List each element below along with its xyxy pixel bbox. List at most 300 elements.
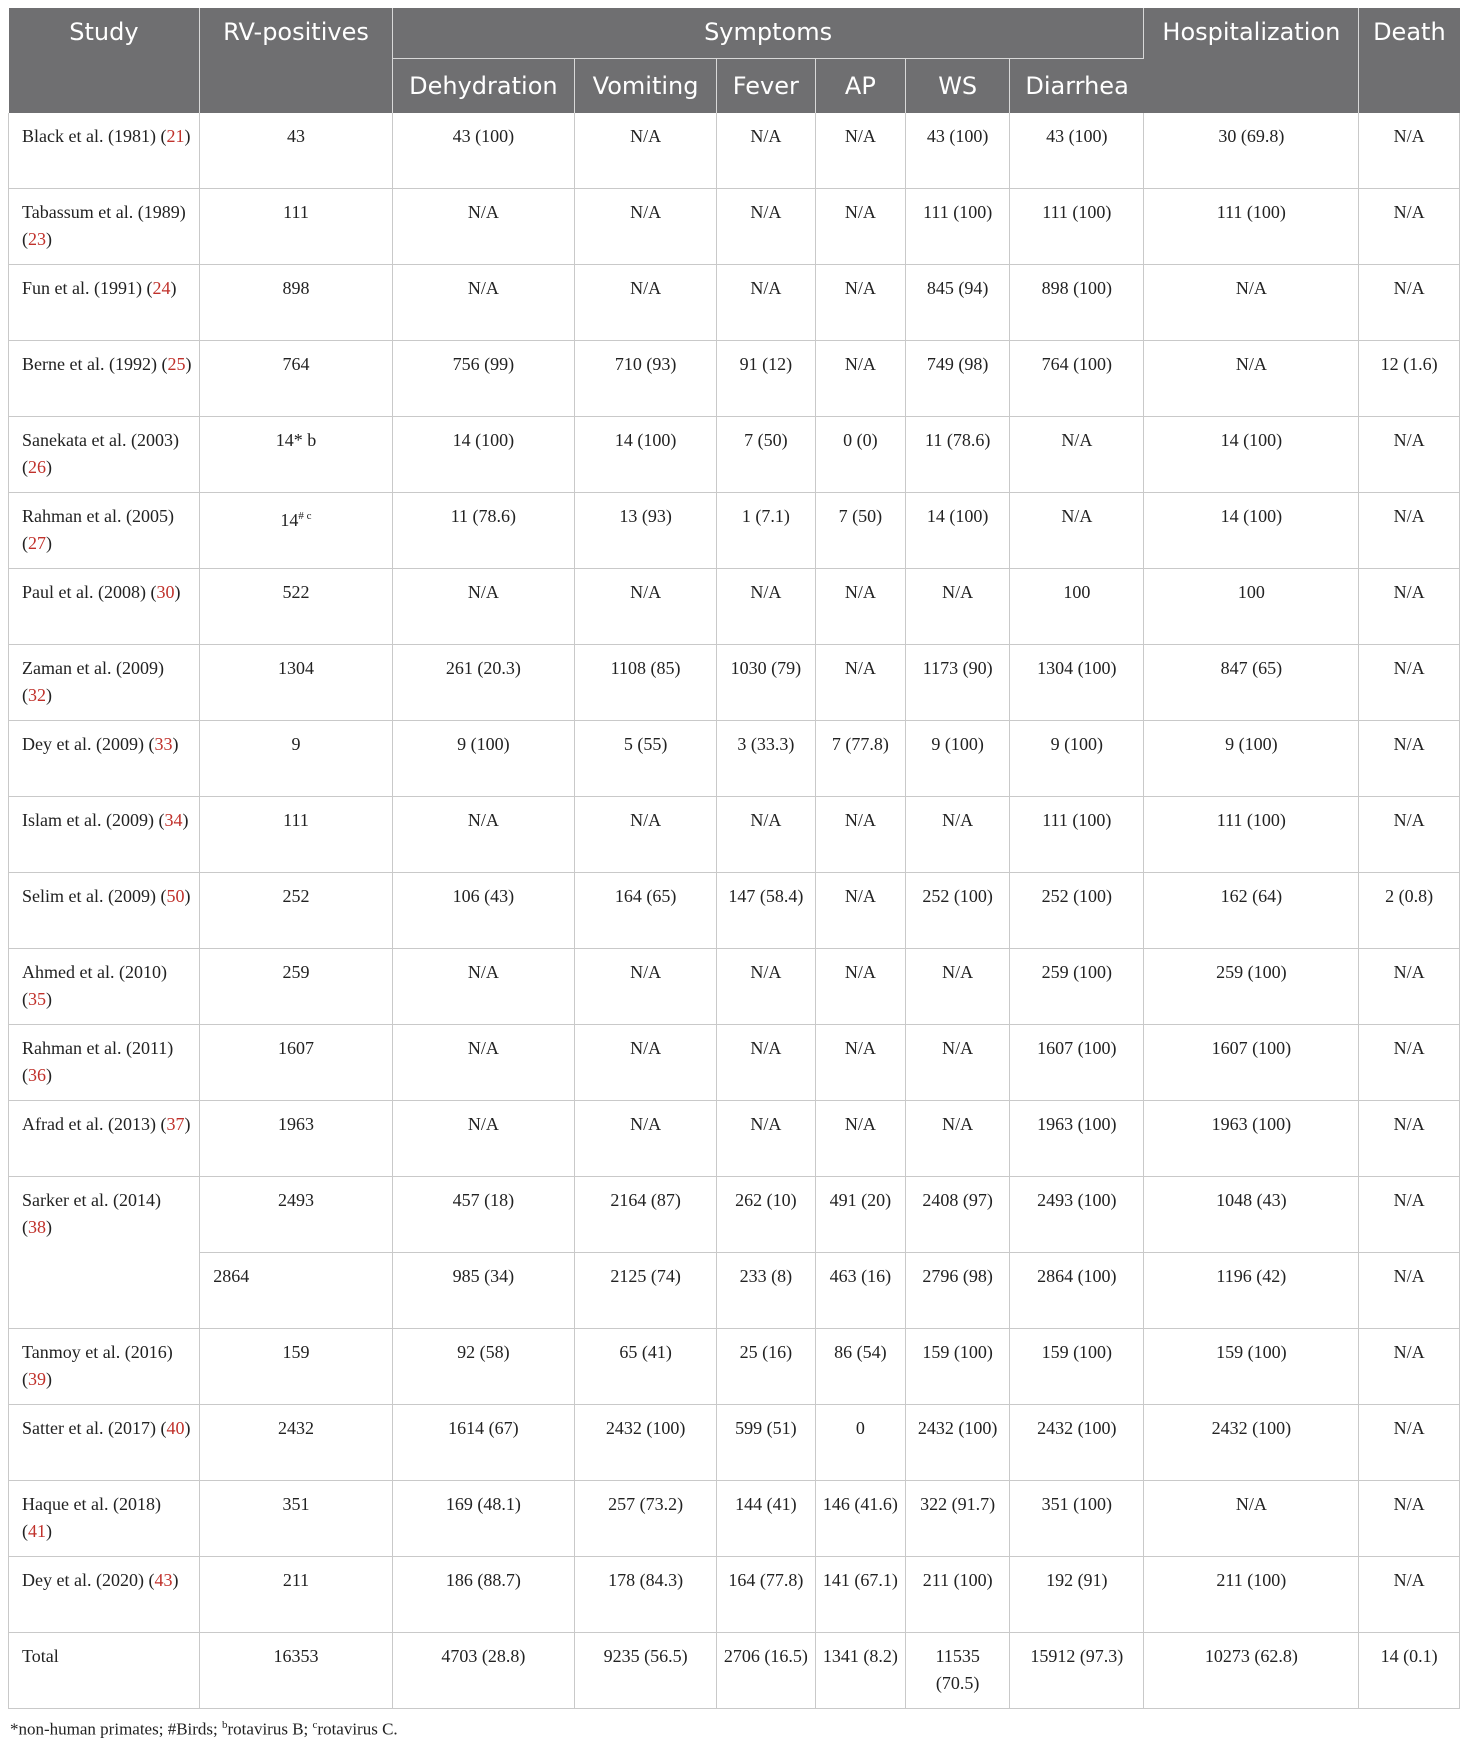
ws-cell-value: 2796 (98)	[922, 1266, 993, 1286]
vomiting-cell	[575, 1177, 717, 1253]
header-ap: AP	[815, 58, 906, 113]
hospitalization-cell-value: N/A	[1235, 1494, 1267, 1514]
diarrhea-cell	[1010, 569, 1144, 645]
ws-cell-value: 14 (100)	[926, 506, 989, 526]
diarrhea-cell	[1010, 949, 1144, 1025]
reference-link[interactable]: 26	[28, 457, 46, 477]
diarrhea-cell	[1010, 1253, 1144, 1329]
fever-cell-value: 91 (12)	[739, 354, 793, 374]
fever-cell	[717, 1633, 815, 1709]
hospitalization-cell	[1144, 1025, 1359, 1101]
reference-link[interactable]: 37	[166, 1114, 185, 1134]
dehydration-cell-value: N/A	[467, 962, 499, 982]
table-row	[9, 417, 1460, 493]
ws-cell-value: N/A	[942, 1114, 974, 1134]
death-cell-value: N/A	[1393, 1342, 1425, 1362]
ws-cell-value: 322 (91.7)	[920, 1494, 996, 1514]
vomiting-cell-value: 164 (65)	[614, 886, 677, 906]
hospitalization-cell-value: 9 (100)	[1225, 734, 1278, 754]
study-cell: Fun et al. (1991) (24)	[9, 265, 200, 341]
ws-cell	[906, 189, 1010, 265]
study-name: Zaman et al. (2009)	[22, 658, 164, 678]
dehydration-cell	[392, 721, 574, 797]
fever-cell	[717, 569, 815, 645]
vomiting-cell	[575, 265, 717, 341]
hospitalization-cell-value: 2432 (100)	[1211, 1418, 1292, 1438]
death-cell-value: N/A	[1393, 202, 1425, 222]
fever-cell-value: 2706 (16.5)	[723, 1646, 808, 1666]
vomiting-cell	[575, 113, 717, 189]
rotavirus-symptoms-table	[8, 8, 1460, 1709]
dehydration-cell-value: 457 (18)	[452, 1190, 515, 1210]
vomiting-cell-value: 2432 (100)	[605, 1418, 686, 1438]
fever-cell-value: N/A	[750, 202, 782, 222]
dehydration-cell	[392, 1329, 574, 1405]
rv-positives-cell-value: 252	[282, 886, 310, 906]
death-cell	[1359, 873, 1460, 949]
reference-link[interactable]: 21	[166, 125, 185, 146]
ap-cell	[815, 1481, 906, 1557]
ws-cell	[906, 1253, 1010, 1329]
vomiting-cell	[575, 569, 717, 645]
ap-cell-value: N/A	[844, 962, 876, 982]
vomiting-cell	[575, 949, 717, 1025]
fever-cell	[717, 1405, 815, 1481]
rv-positives-cell-value: 14	[280, 510, 299, 530]
hospitalization-cell	[1144, 1405, 1359, 1481]
vomiting-cell-value: 5 (55)	[623, 734, 668, 754]
fever-cell	[717, 113, 815, 189]
rv-positives-cell	[200, 189, 392, 265]
table-body	[9, 113, 1460, 1709]
ws-cell	[906, 949, 1010, 1025]
ap-cell-value: 491 (20)	[829, 1190, 892, 1210]
dehydration-cell	[392, 189, 574, 265]
diarrhea-cell-value: 43 (100)	[1046, 125, 1108, 146]
reference-link[interactable]: 43	[154, 1570, 173, 1590]
table-row	[9, 1101, 1460, 1177]
study-cell: Dey et al. (2009) (33)	[9, 721, 200, 797]
fever-cell	[717, 721, 815, 797]
vomiting-cell-value: N/A	[630, 125, 662, 146]
ws-cell-value: 111 (100)	[923, 202, 993, 222]
vomiting-cell	[575, 1557, 717, 1633]
dehydration-cell	[392, 493, 574, 569]
hospitalization-cell-value: 10273 (62.8)	[1204, 1646, 1298, 1666]
ws-cell	[906, 1557, 1010, 1633]
ap-cell	[815, 721, 906, 797]
death-cell	[1359, 1025, 1460, 1101]
header-vomiting: Vomiting	[575, 58, 717, 113]
vomiting-cell	[575, 645, 717, 721]
ws-cell	[906, 1633, 1010, 1709]
study-cell: Paul et al. (2008) (30)	[9, 569, 200, 645]
table-row	[9, 113, 1460, 189]
table-row	[9, 265, 1460, 341]
dehydration-cell	[392, 265, 574, 341]
rv-positives-cell-value: 111	[283, 202, 309, 222]
diarrhea-cell-value: 351 (100)	[1041, 1494, 1113, 1514]
hospitalization-cell	[1144, 1329, 1359, 1405]
dehydration-cell	[392, 569, 574, 645]
study-cell: Zaman et al. (2009) (32)	[9, 645, 200, 721]
ap-cell-value: 146 (41.6)	[822, 1494, 898, 1514]
diarrhea-cell	[1010, 113, 1144, 189]
ws-cell	[906, 1329, 1010, 1405]
diarrhea-cell-value: 898 (100)	[1041, 278, 1113, 298]
vomiting-cell	[575, 189, 717, 265]
ap-cell-value: N/A	[844, 810, 876, 830]
dehydration-cell-value: 261 (20.3)	[445, 658, 521, 678]
reference-link[interactable]: 24	[152, 278, 171, 298]
rv-positives-cell	[200, 265, 392, 341]
hospitalization-cell	[1144, 1177, 1359, 1253]
dehydration-cell	[392, 1025, 574, 1101]
hospitalization-cell	[1144, 721, 1359, 797]
ap-cell	[815, 265, 906, 341]
diarrhea-cell-value: N/A	[1061, 430, 1093, 450]
ap-cell	[815, 1557, 906, 1633]
fever-cell-value: 144 (41)	[735, 1494, 797, 1514]
ap-cell	[815, 1633, 906, 1709]
rv-positives-cell	[200, 341, 392, 417]
reference-link[interactable]: 34	[164, 810, 183, 830]
fever-cell-value: 25 (16)	[739, 1342, 793, 1362]
diarrhea-cell	[1010, 1101, 1144, 1177]
study-name: Sanekata et al. (2003)	[22, 430, 179, 450]
diarrhea-cell-value: 100	[1063, 582, 1091, 602]
ws-cell-value: 252 (100)	[922, 886, 993, 906]
ws-cell-value: 1173 (90)	[922, 658, 993, 678]
hospitalization-cell-value: 211 (100)	[1216, 1570, 1287, 1590]
diarrhea-cell-value: N/A	[1061, 506, 1093, 526]
vomiting-cell-value: 65 (41)	[619, 1342, 672, 1362]
footnote-part-b: rotavirus B;	[227, 1719, 313, 1739]
dehydration-cell-value: N/A	[467, 582, 499, 602]
rv-positives-cell	[200, 1329, 392, 1405]
table-row	[9, 1025, 1460, 1101]
ap-cell	[815, 1405, 906, 1481]
death-cell-value: N/A	[1393, 1114, 1425, 1134]
dehydration-cell	[392, 1253, 574, 1329]
reference-link[interactable]: 39	[28, 1369, 46, 1389]
death-cell-value: N/A	[1393, 1266, 1425, 1286]
dehydration-cell-value: 14 (100)	[452, 430, 515, 450]
dehydration-cell	[392, 645, 574, 721]
study-name: Total	[22, 1646, 59, 1666]
rv-positives-cell-value: 9	[291, 734, 301, 754]
rv-positives-cell	[200, 797, 392, 873]
diarrhea-cell	[1010, 493, 1144, 569]
ws-cell	[906, 1177, 1010, 1253]
study-cell: Rahman et al. (2005) (27)	[9, 493, 200, 569]
footnote-part-c: rotavirus C.	[317, 1719, 398, 1739]
rv-positives-cell-value: 2493	[278, 1190, 314, 1210]
vomiting-cell	[575, 1101, 717, 1177]
death-cell-value: N/A	[1393, 278, 1425, 298]
dehydration-cell-value: 43 (100)	[452, 125, 515, 146]
fever-cell	[717, 949, 815, 1025]
ws-cell-value: 9 (100)	[931, 734, 984, 754]
ws-cell	[906, 341, 1010, 417]
reference-link[interactable]: 40	[166, 1418, 185, 1438]
reference-link[interactable]: 41	[28, 1521, 46, 1541]
reference-link[interactable]: 36	[28, 1065, 46, 1085]
vomiting-cell-value: 2125 (74)	[610, 1266, 681, 1286]
dehydration-cell-value: N/A	[467, 278, 499, 298]
fever-cell	[717, 189, 815, 265]
vomiting-cell-value: 257 (73.2)	[608, 1494, 684, 1514]
fever-cell-value: N/A	[750, 125, 782, 146]
rv-positives-cell-value: 211	[282, 1570, 310, 1590]
study-cell: Tabassum et al. (1989) (23)	[9, 189, 200, 265]
dehydration-cell-value: N/A	[467, 202, 499, 222]
ws-cell	[906, 493, 1010, 569]
diarrhea-cell-value: 9 (100)	[1050, 734, 1104, 754]
study-name: Sarker et al. (2014)	[22, 1190, 161, 1210]
ap-cell-value: 7 (50)	[838, 506, 883, 526]
reference-link[interactable]: 25	[167, 354, 186, 374]
ap-cell-value: 463 (16)	[829, 1266, 892, 1286]
study-name: Selim et al. (2009)	[22, 886, 156, 906]
death-cell	[1359, 1557, 1460, 1633]
rv-positives-cell-value: 159	[282, 1342, 310, 1362]
fever-cell	[717, 493, 815, 569]
death-cell-value: 12 (1.6)	[1380, 354, 1438, 374]
rv-positives-cell-value: 111	[283, 810, 309, 830]
ws-cell-value: 211 (100)	[922, 1570, 993, 1590]
dehydration-cell	[392, 1557, 574, 1633]
reference-link[interactable]: 50	[166, 886, 185, 906]
reference-link[interactable]: 27	[28, 533, 46, 553]
rv-positives-cell-value: 14* b	[275, 430, 317, 450]
reference-link[interactable]: 23	[28, 229, 46, 249]
rv-positives-cell	[200, 721, 392, 797]
rv-positives-cell-value: 43	[287, 125, 305, 146]
hospitalization-cell-value: 111 (100)	[1216, 810, 1286, 830]
hospitalization-cell-value: N/A	[1235, 354, 1267, 374]
vomiting-cell-value: N/A	[630, 962, 662, 982]
vomiting-cell	[575, 1481, 717, 1557]
ws-cell	[906, 1101, 1010, 1177]
header-death: Death	[1359, 8, 1460, 113]
fever-cell-value: 7 (50)	[744, 430, 788, 450]
death-cell	[1359, 797, 1460, 873]
dehydration-cell	[392, 341, 574, 417]
ws-cell-value: 159 (100)	[922, 1342, 993, 1362]
header-symptoms: Symptoms	[392, 8, 1144, 58]
rv-positives-cell-value: 522	[282, 582, 310, 602]
hospitalization-cell	[1144, 113, 1359, 189]
fever-cell	[717, 1329, 815, 1405]
ws-cell-value: N/A	[942, 582, 974, 602]
hospitalization-cell	[1144, 645, 1359, 721]
diarrhea-cell-value: 259 (100)	[1041, 962, 1113, 982]
death-cell	[1359, 569, 1460, 645]
death-cell	[1359, 1101, 1460, 1177]
table-container	[8, 8, 1460, 1740]
ap-cell-value: N/A	[844, 1038, 876, 1058]
rv-positives-cell-value: 1963	[278, 1114, 314, 1134]
hospitalization-cell-value: 14 (100)	[1220, 430, 1283, 450]
fever-cell	[717, 797, 815, 873]
study-name: Ahmed et al. (2010)	[22, 962, 167, 982]
diarrhea-cell	[1010, 873, 1144, 949]
study-name: Dey et al. (2009)	[22, 734, 144, 754]
ws-cell-value: 11535 (70.5)	[935, 1646, 980, 1693]
ap-cell	[815, 797, 906, 873]
ap-cell-value: 1341 (8.2)	[822, 1646, 898, 1666]
hospitalization-cell	[1144, 493, 1359, 569]
fever-cell-value: N/A	[750, 962, 782, 982]
fever-cell-value: N/A	[750, 278, 782, 298]
footnote-b-sup: b	[222, 1719, 228, 1731]
rv-positives-cell-value: 1607	[278, 1038, 314, 1058]
table-row	[9, 1557, 1460, 1633]
header-fever: Fever	[717, 58, 815, 113]
vomiting-cell	[575, 417, 717, 493]
ap-cell	[815, 1329, 906, 1405]
rv-positives-cell-value: 764	[282, 354, 310, 374]
death-cell-value: N/A	[1393, 1494, 1425, 1514]
dehydration-cell	[392, 1177, 574, 1253]
diarrhea-cell-value: 111 (100)	[1042, 810, 1112, 830]
death-cell-value: N/A	[1393, 506, 1425, 526]
diarrhea-cell	[1010, 341, 1144, 417]
reference-link[interactable]: 38	[28, 1217, 46, 1237]
ap-cell-value: N/A	[844, 354, 876, 374]
death-cell	[1359, 721, 1460, 797]
death-cell-value: N/A	[1393, 1038, 1425, 1058]
rv-positives-cell-value: 2432	[278, 1418, 314, 1438]
header-hospitalization: Hospitalization	[1144, 8, 1359, 113]
ws-cell-value: N/A	[942, 1038, 974, 1058]
study-cell: Dey et al. (2020) (43)	[9, 1557, 200, 1633]
dehydration-cell	[392, 1481, 574, 1557]
ws-cell-value: N/A	[942, 810, 974, 830]
study-cell: Selim et al. (2009) (50)	[9, 873, 200, 949]
ap-cell	[815, 1025, 906, 1101]
ws-cell-value: 749 (98)	[926, 354, 989, 374]
hospitalization-cell-value: 1048 (43)	[1216, 1190, 1287, 1210]
hospitalization-cell	[1144, 1481, 1359, 1557]
study-name: Islam et al. (2009)	[22, 810, 154, 830]
ap-cell	[815, 1177, 906, 1253]
table-footnote	[8, 1719, 1460, 1740]
rv-positives-cell	[200, 1177, 392, 1253]
table-row	[9, 1329, 1460, 1405]
hospitalization-cell	[1144, 873, 1359, 949]
fever-cell	[717, 417, 815, 493]
death-cell	[1359, 1405, 1460, 1481]
hospitalization-cell	[1144, 189, 1359, 265]
ap-cell	[815, 341, 906, 417]
header-diarrhea: Diarrhea	[1010, 58, 1144, 113]
ap-cell-value: N/A	[844, 202, 876, 222]
vomiting-cell-value: 14 (100)	[614, 430, 677, 450]
hospitalization-cell-value: 1196 (42)	[1216, 1266, 1287, 1286]
ws-cell	[906, 873, 1010, 949]
death-cell	[1359, 341, 1460, 417]
diarrhea-cell	[1010, 189, 1144, 265]
dehydration-cell-value: N/A	[467, 810, 499, 830]
study-cell: Haque et al. (2018) (41)	[9, 1481, 200, 1557]
reference-link[interactable]: 30	[156, 582, 175, 602]
study-cell: Satter et al. (2017) (40)	[9, 1405, 200, 1481]
reference-link[interactable]: 32	[28, 685, 46, 705]
rv-positives-cell	[200, 1557, 392, 1633]
fever-cell-value: 599 (51)	[735, 1418, 797, 1438]
ap-cell	[815, 113, 906, 189]
study-cell: Sanekata et al. (2003) (26)	[9, 417, 200, 493]
diarrhea-cell-value: 2493 (100)	[1037, 1190, 1117, 1210]
diarrhea-cell-value: 764 (100)	[1041, 354, 1113, 374]
rv-positives-cell	[200, 1405, 392, 1481]
hospitalization-cell-value: N/A	[1235, 278, 1267, 298]
hospitalization-cell	[1144, 417, 1359, 493]
dehydration-cell-value: 186 (88.7)	[445, 1570, 521, 1590]
hospitalization-cell	[1144, 265, 1359, 341]
fever-cell	[717, 873, 815, 949]
diarrhea-cell	[1010, 417, 1144, 493]
diarrhea-cell	[1010, 265, 1144, 341]
ws-cell	[906, 797, 1010, 873]
rv-positives-cell-value: 16353	[273, 1646, 319, 1666]
fever-cell-value: 233 (8)	[739, 1266, 793, 1286]
header-dehydration: Dehydration	[392, 58, 574, 113]
rv-positives-cell-value: 898	[282, 278, 310, 298]
dehydration-cell-value: 756 (99)	[452, 354, 515, 374]
diarrhea-cell	[1010, 797, 1144, 873]
death-cell	[1359, 265, 1460, 341]
ws-cell	[906, 265, 1010, 341]
death-cell-value: N/A	[1393, 1570, 1425, 1590]
rv-positives-cell-value: 351	[282, 1494, 310, 1514]
table-row	[9, 873, 1460, 949]
rv-positives-cell	[200, 1633, 392, 1709]
reference-link[interactable]: 33	[154, 734, 173, 754]
ap-cell-value: N/A	[844, 582, 876, 602]
death-cell	[1359, 645, 1460, 721]
fever-cell	[717, 1025, 815, 1101]
reference-link[interactable]: 35	[28, 989, 46, 1009]
dehydration-cell-value: 985 (34)	[452, 1266, 515, 1286]
dehydration-cell	[392, 949, 574, 1025]
fever-cell	[717, 645, 815, 721]
table-row	[9, 189, 1460, 265]
rv-positives-cell	[200, 1101, 392, 1177]
rv-superscript: # c	[298, 510, 312, 522]
vomiting-cell-value: N/A	[630, 202, 662, 222]
study-cell: Berne et al. (1992) (25)	[9, 341, 200, 417]
table-row	[9, 721, 1460, 797]
vomiting-cell-value: 2164 (87)	[610, 1190, 681, 1210]
fever-cell	[717, 341, 815, 417]
table-row	[9, 341, 1460, 417]
death-cell-value: 2 (0.8)	[1385, 886, 1434, 906]
ap-cell-value: N/A	[844, 658, 876, 678]
ap-cell-value: 7 (77.8)	[831, 734, 889, 754]
fever-cell-value: N/A	[750, 1038, 782, 1058]
vomiting-cell	[575, 1633, 717, 1709]
ap-cell-value: 86 (54)	[834, 1342, 887, 1362]
fever-cell-value: N/A	[750, 582, 782, 602]
vomiting-cell	[575, 797, 717, 873]
fever-cell-value: 1030 (79)	[730, 658, 802, 678]
hospitalization-cell	[1144, 797, 1359, 873]
rv-positives-cell-value: 1304	[278, 658, 314, 678]
diarrhea-cell-value: 252 (100)	[1041, 886, 1113, 906]
